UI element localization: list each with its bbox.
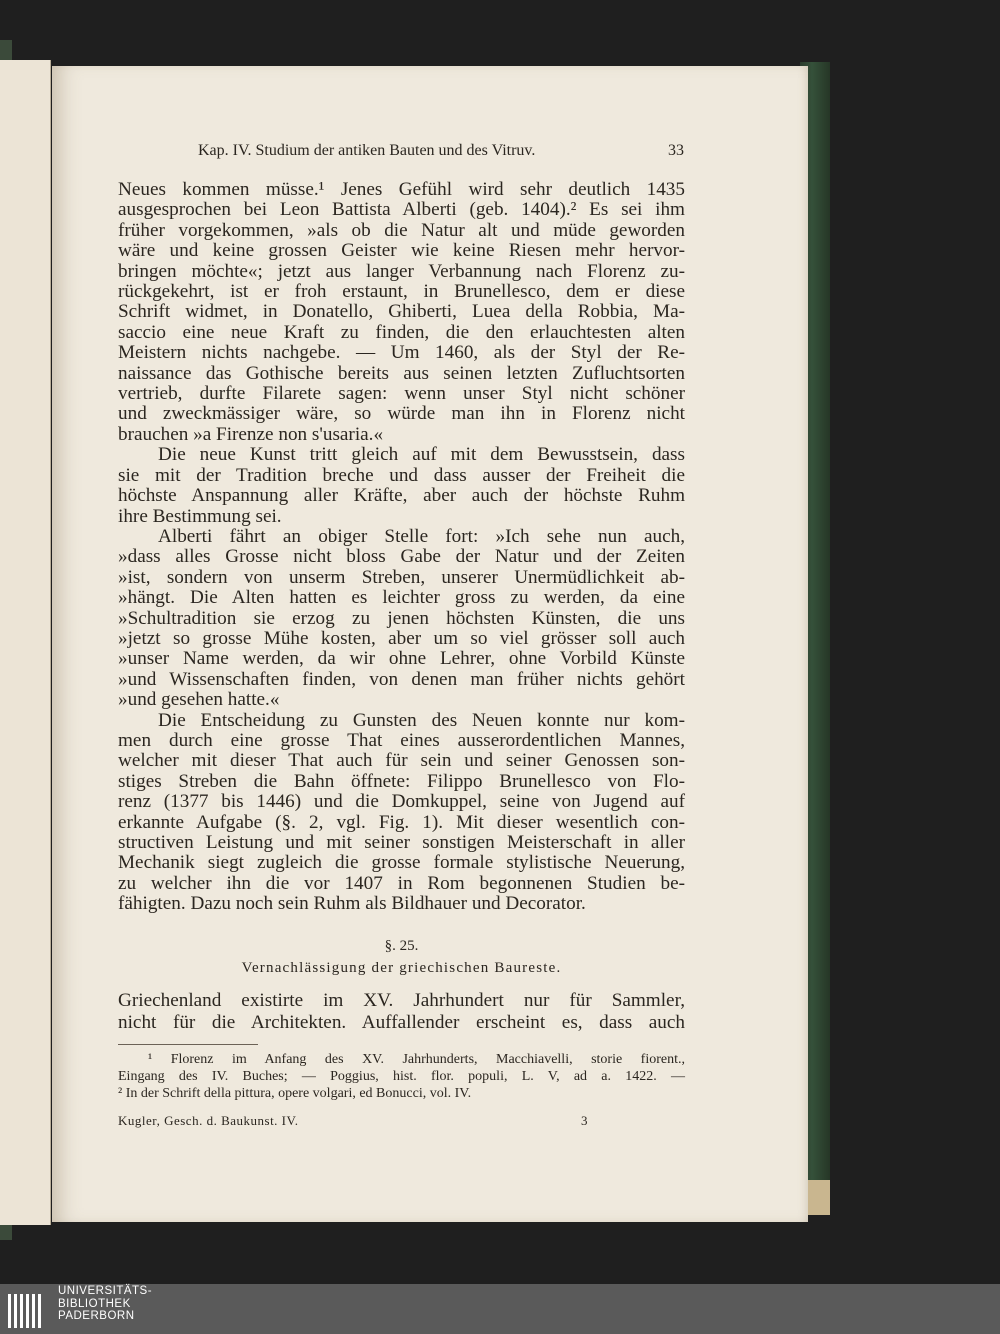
text-line: »und Wissenschaften finden, von denen man früher nichts gehört [118, 668, 685, 690]
section-text [118, 990, 685, 1034]
text-line: Griechenland existirte im XV. Jahrhundert nur für Sammler, [118, 990, 685, 1011]
text-line: sie mit der Tradition breche und dass ausser der Freiheit die [118, 464, 685, 486]
text-line: vertrieb, durfte Filarete sagen: wenn unser Styl nicht schöner [118, 383, 685, 405]
library-name-line: UNIVERSITÄTS- [58, 1285, 153, 1297]
text-line: Die Entscheidung zu Gunsten des Neuen konnte nur kom- [158, 709, 685, 731]
library-logo-icon [6, 1292, 46, 1330]
library-name-line: BIBLIOTHEK [58, 1297, 131, 1310]
text-line: renz (1377 bis 1446) und die Domkuppel, seine von Jugend auf [118, 791, 685, 813]
text-line: ihre Bestimmung sei. [118, 505, 282, 527]
text-line: men durch eine grosse That eines ausserordentlichen Mannes, [118, 729, 685, 751]
signature-mark: 3 [581, 1113, 588, 1128]
text-line: Neues kommen müsse.¹ Jenes Gefühl wird sehr deutlich 1435 [118, 179, 685, 200]
text-line: naissance das Gothische bereits aus seinen letzten Zufluchtsorten [118, 362, 685, 384]
left-page-fragment [0, 60, 51, 1225]
running-title: Kap. IV. Studium der antiken Bauten und des Vitruv. [198, 142, 536, 159]
text-line: zu welcher ihn die vor 1407 in Rom begonnenen Studien be- [118, 872, 685, 894]
text-line: structiven Leistung und mit seiner sonstigen Meisterschaft in aller [118, 832, 685, 853]
library-name [58, 1285, 152, 1323]
text-line: »unser Name werden, da wir ohne Lehrer, ohne Vorbild Künste [118, 648, 685, 670]
section-number: §. 25. [384, 938, 419, 954]
text-line: »und gesehen hatte.« [118, 689, 280, 711]
text-line: wäre und keine grossen Geister wie keine Riesen mehr hervor- [118, 240, 685, 262]
text-line: »Schultradition sie erzog zu jenen höchsten Künsten, die uns [118, 607, 685, 629]
text-line: »jetzt so grosse Mühe kosten, aber um so viel grösser soll auch [118, 627, 685, 649]
text-line: welcher mit dieser That auch für sein und seiner Genossen son- [118, 750, 685, 772]
text-line: Die neue Kunst tritt gleich auf mit dem Bewusstsein, dass [158, 444, 685, 466]
text-line: früher vorgekommen, »als ob die Natur alt und müde geworden [118, 219, 685, 241]
text-line: erkannte Aufgabe (§. 2, vgl. Fig. 1). Mit dieser wesentlich con- [118, 811, 685, 833]
text-line: rückgekehrt, ist er froh erstaunt, in Brunellesco, dem er diese [118, 281, 685, 303]
text-line: »ist, sondern von unserm Streben, unserer Unermüdlichkeit ab- [118, 566, 685, 588]
main-text [118, 180, 685, 915]
footnotes [118, 1051, 685, 1102]
text-line: Alberti fährt an obiger Stelle fort: »Ich sehe nun auch, [158, 525, 685, 547]
footnote-line: ¹ Florenz im Anfang des XV. Jahrhunderts, Macchiavelli, storie fiorent., [148, 1052, 685, 1067]
printer-signature [118, 1113, 588, 1129]
section-title: Vernachlässigung der griechischen Baureste. [241, 960, 562, 976]
text-line: fähigten. Dazu noch sein Ruhm als Bildhauer und Decorator. [118, 893, 586, 915]
text-line: und zweckmässiger wäre, so würde man ihn in Florenz nicht [118, 403, 685, 425]
footnote-line: ² In der Schrift della pittura, opere volgari, ed Bonucci, vol. IV. [118, 1086, 472, 1101]
text-line: »hängt. Die Alten hatten es leichter gross zu werden, da eine [118, 587, 685, 609]
footnote-line: Eingang des IV. Buches; — Poggius, hist. flor. populi, L. V, ad a. 1422. — [118, 1069, 685, 1084]
text-line: nicht für die Architekten. Auffallender erscheint es, dass auch [118, 1012, 685, 1033]
text-line: ausgesprochen bei Leon Battista Alberti (geb. 1404).² Es sei ihm [118, 199, 685, 221]
text-line: bringen möchte«; jetzt aus langer Verbannung nach Florenz zu- [118, 260, 685, 282]
library-name-line: PADERBORN [58, 1310, 135, 1322]
text-line: Meistern nichts nachgebe. — Um 1460, als der Styl der Re- [118, 342, 685, 364]
text-line: Schrift widmet, in Donatello, Ghiberti, Luea della Robbia, Ma- [118, 301, 685, 323]
signature-text: Kugler, Gesch. d. Baukunst. IV. [118, 1113, 299, 1128]
text-line: brauchen »a Firenze non s'usaria.« [118, 423, 384, 445]
footnote-rule [118, 1044, 258, 1045]
text-line: saccio eine neue Kraft zu finden, die den erlauchtesten alten [118, 321, 685, 343]
text-line: stiges Streben die Bahn öffnete: Filippo Brunellesco von Flo- [118, 770, 685, 792]
running-header [198, 142, 684, 160]
text-line: Mechanik siegt zugleich die grosse formale stylistische Neuerung, [118, 852, 685, 874]
text-line: höchste Anspannung aller Kräfte, aber auch der höchste Ruhm [118, 485, 685, 507]
page-number: 33 [668, 142, 684, 159]
text-line: »dass alles Grosse nicht bloss Gabe der Natur und der Zeiten [118, 546, 685, 568]
